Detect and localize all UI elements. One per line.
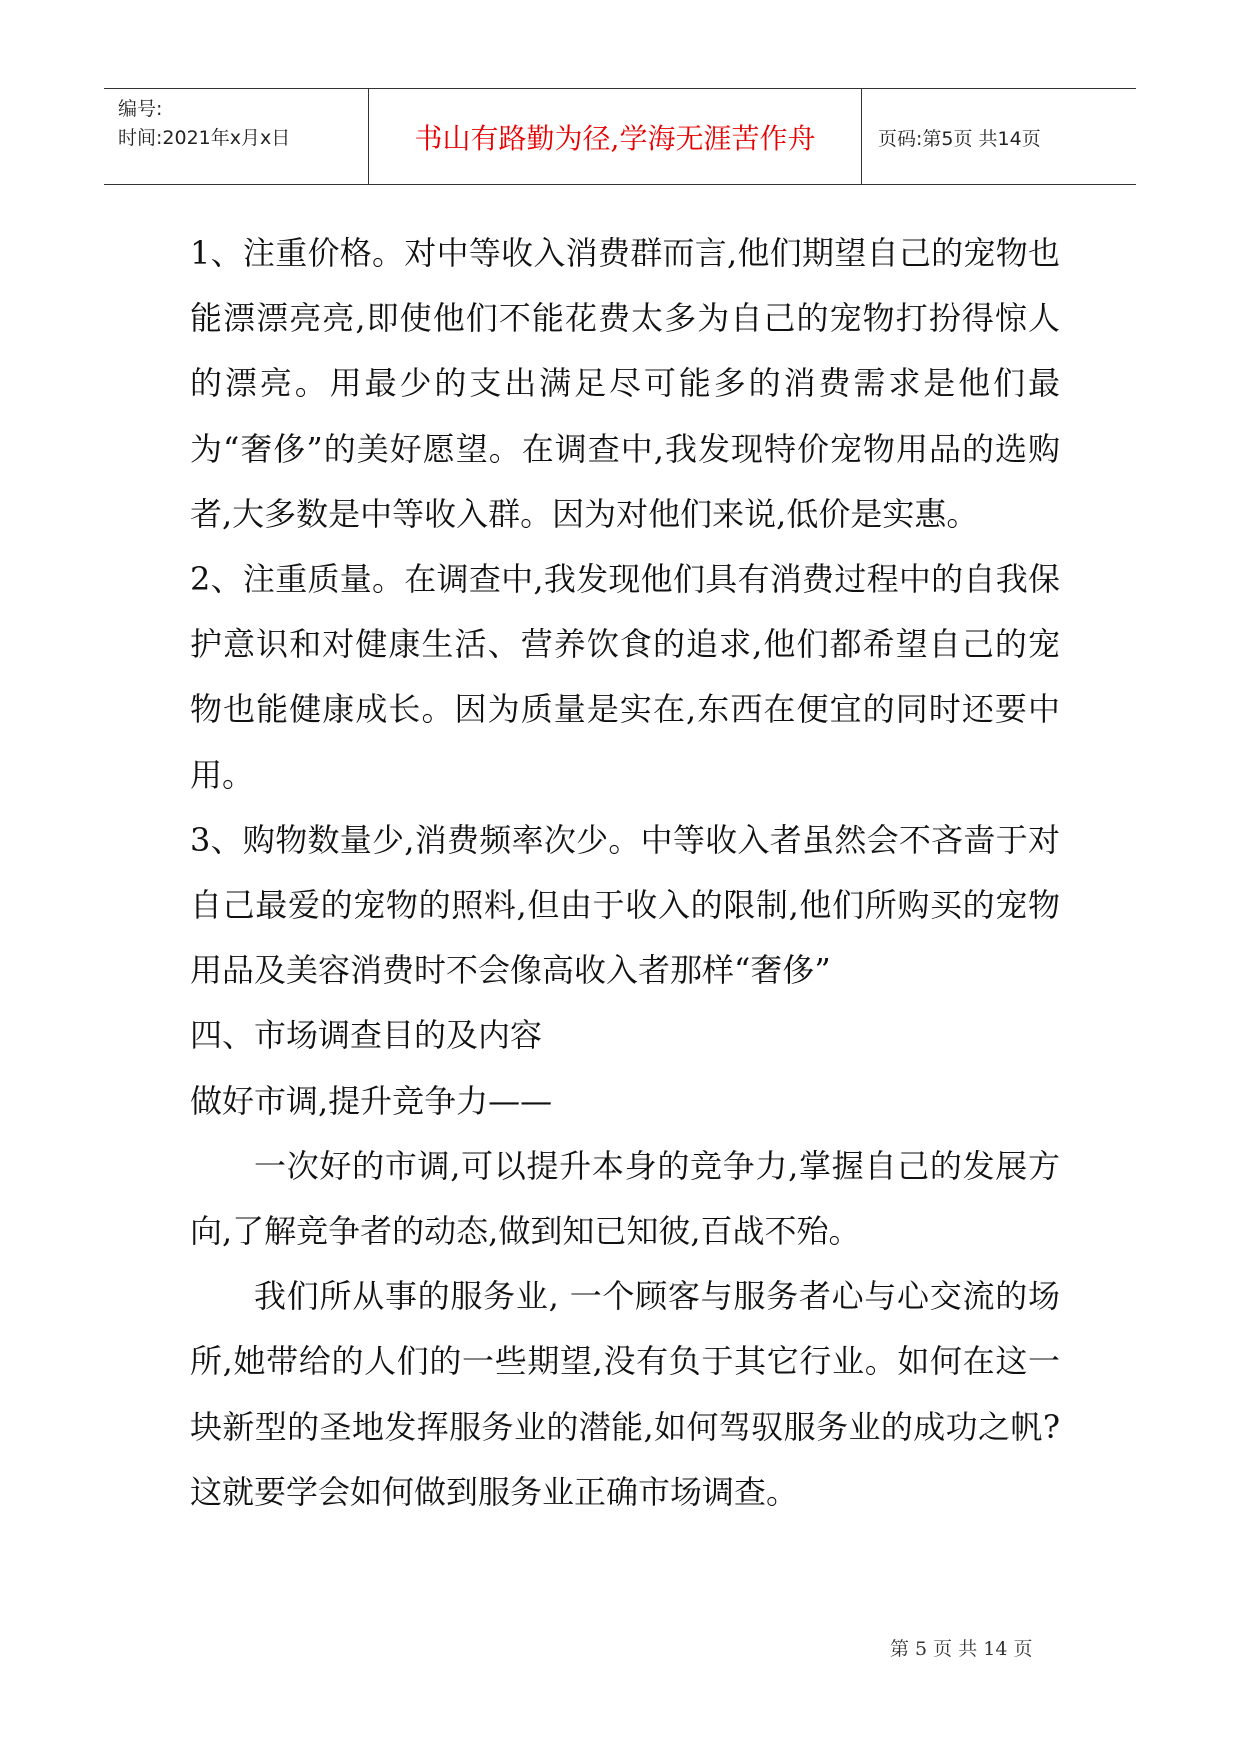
header-page-label: 页码:第5页 共14页 <box>878 128 1041 150</box>
document-number-label: 编号: <box>118 98 163 120</box>
document-time-label: 时间:2021年x月x日 <box>118 127 291 149</box>
paragraph-service-industry: 我们所从事的服务业, 一个顾客与服务者心与心交流的场所,她带给的人们的一些期望,没有负于其它行业。如何在这一块新型的圣地发挥服务业的潜能,如何驾驭服务业的成功之帆?这就要学会如何做到服务业正确市场调查。 <box>190 1277 1060 1511</box>
header-info-cell <box>104 89 368 184</box>
document-header <box>104 88 1136 185</box>
header-page-cell <box>860 89 1136 184</box>
paragraph-price: 1、注重价格。对中等收入消费群而言,他们期望自己的宠物也能漂漂亮亮,即使他们不能花费太多为自己的宠物打扮得惊人的漂亮。用最少的支出满足尽可能多的消费需求是他们最为“奢侈”的美好愿望。在调查中,我发现特价宠物用品的选购者,大多数是中等收入群。因为对他们来说,低价是实惠。 <box>190 234 1060 533</box>
section-heading: 四、市场调查目的及内容 <box>190 1016 543 1055</box>
header-motto-cell <box>368 89 862 184</box>
header-motto: 书山有路勤为径,学海无涯苦作舟 <box>414 122 816 155</box>
page-footer: 第 5 页 共 14 页 <box>890 1638 1033 1660</box>
paragraph-market-survey: 一次好的市调,可以提升本身的竞争力,掌握自己的发展方向,了解竞争者的动态,做到知已知彼,百战不殆。 <box>190 1146 1060 1251</box>
paragraph-quality: 2、注重质量。在调查中,我发现他们具有消费过程中的自我保护意识和对健康生活、营养饮食的追求,他们都希望自己的宠物也能健康成长。因为质量是实在,东西在便宜的同时还要中用。 <box>190 560 1060 794</box>
document-body <box>190 221 1060 1525</box>
paragraph-frequency: 3、购物数量少,消费频率次少。中等收入者虽然会不吝啬于对自己最爱的宠物的照料,但由于收入的限制,他们所购买的宠物用品及美容消费时不会像高收入者那样“奢侈” <box>190 820 1060 990</box>
subheading: 做好市调,提升竞争力—— <box>190 1081 553 1120</box>
